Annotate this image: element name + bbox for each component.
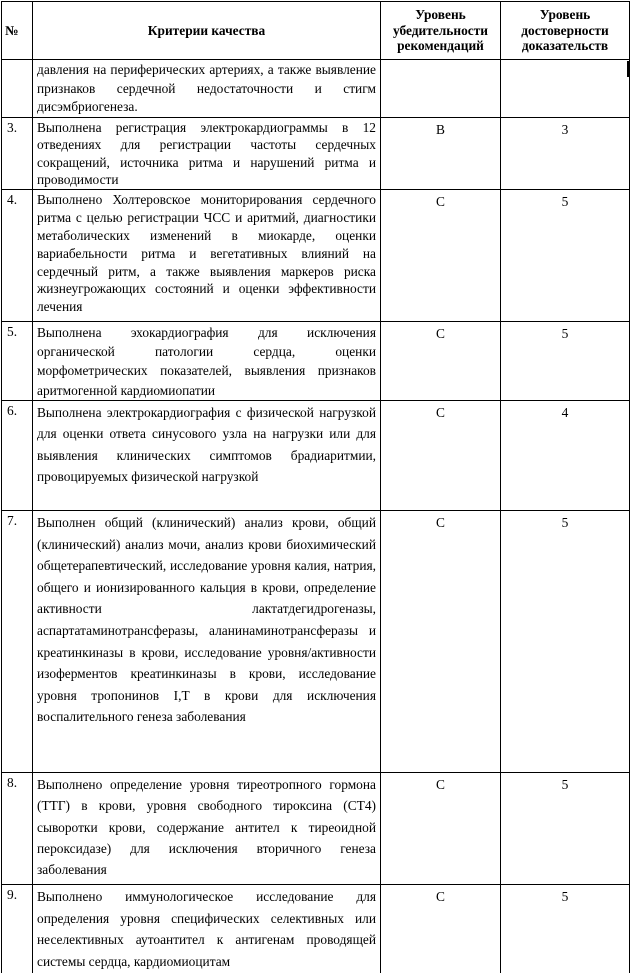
row-evidence: 5 [501,189,630,321]
table-row [2,511,630,773]
row-evidence: 5 [501,885,630,973]
row-evidence: 5 [501,773,630,885]
row-grade: C [381,885,501,973]
row-evidence: 3 [501,117,630,189]
row-grade: C [381,511,501,773]
row-criterion-text: Выполнена эхокардиография для исключения органической патологии сердца, оценки морфометрических показателей, выявления признаков аритмогенной кардиомиопатии [37,324,376,398]
row-criterion [33,60,381,118]
row-criterion [33,189,381,321]
table-row [2,60,630,118]
row-criterion [33,885,381,973]
row-number [2,60,33,118]
header-number: № [2,2,33,60]
row-number: 8. [2,773,33,885]
row-number: 7. [2,511,33,773]
row-criterion [33,511,381,773]
row-evidence [501,60,630,118]
row-evidence: 4 [501,401,630,511]
row-grade: C [381,773,501,885]
table-row [2,189,630,321]
row-number: 3. [2,117,33,189]
row-criterion-text: Выполнено Холтеровское мониторирования сердечного ритма с целью регистрации ЧСС и аритмий, диагностики метаболических изменений в миокарде, оценки вариабельности ритма и вегетативных влияний на сердечный ритм, а также выявления маркеров риска жизнеугрожающих состояний и оценки эффективности лечения [37,191,376,315]
row-criterion-text: Выполнена регистрация электрокардиограммы в 12 отведениях для регистрации частоты сердечных сокращений, источника ритма и нарушений ритма и проводимости [37,119,376,188]
row-number: 6. [2,401,33,511]
quality-criteria-table [1,1,630,973]
row-criterion-text: Выполнена электрокардиография с физической нагрузкой для оценки ответа синусового узла на нагрузки или для выявления клинических симптомов брадиаритмии, провоцируемых физической нагрузкой [37,405,376,484]
page-edge-marker [627,61,629,77]
row-criterion [33,117,381,189]
row-criterion-text: давления на периферических артериях, а также выявление признаков сердечной недостаточности и стигм дисэмбриогенеза. [37,62,376,114]
table-row [2,885,630,973]
row-number: 9. [2,885,33,973]
header-recommendation-grade: Уровень убедительности рекомендаций [381,2,501,60]
row-grade: B [381,117,501,189]
table-row [2,321,630,400]
row-criterion [33,321,381,400]
table-row [2,117,630,189]
row-grade [381,60,501,118]
header-criteria: Критерии качества [33,2,381,60]
row-criterion [33,401,381,511]
row-evidence: 5 [501,511,630,773]
table-row [2,401,630,511]
header-evidence-level: Уровень достоверности доказательств [501,2,630,60]
row-criterion [33,773,381,885]
row-grade: C [381,321,501,400]
table-header-row [2,2,630,60]
row-criterion-text: Выполнен общий (клинический) анализ крови, общий (клинический) анализ мочи, анализ крови биохимический общетерапевтический, исследование уровня калия, натрия, общего и ионизированного кальция в крови, определение активности лактатдегидрогеназы, аспартатаминотрансферазы, аланинаминотрансферазы и креатинкиназы в крови, исследование уровня/активности изоферментов креатинкиназы в крови, исследование уровня тропонинов I,T в крови для исключения воспалительного генеза заболевания [37,515,376,725]
row-criterion-text: Выполнено определение уровня тиреотропного гормона (ТТГ) в крови, уровня свободного тироксина (СТ4) сыворотки крови, содержание антител к тиреоидной пероксидазе) для исключения вторичного генеза заболевания [37,777,376,878]
row-grade: C [381,401,501,511]
row-number: 4. [2,189,33,321]
row-grade: C [381,189,501,321]
row-evidence: 5 [501,321,630,400]
row-number: 5. [2,321,33,400]
row-criterion-text: Выполнено иммунологическое исследование для определения уровня специфических селективных или неселективных аутоантител к антигенам проводящей системы сердца, кардиомиоцитам [37,889,376,969]
table-row [2,773,630,885]
